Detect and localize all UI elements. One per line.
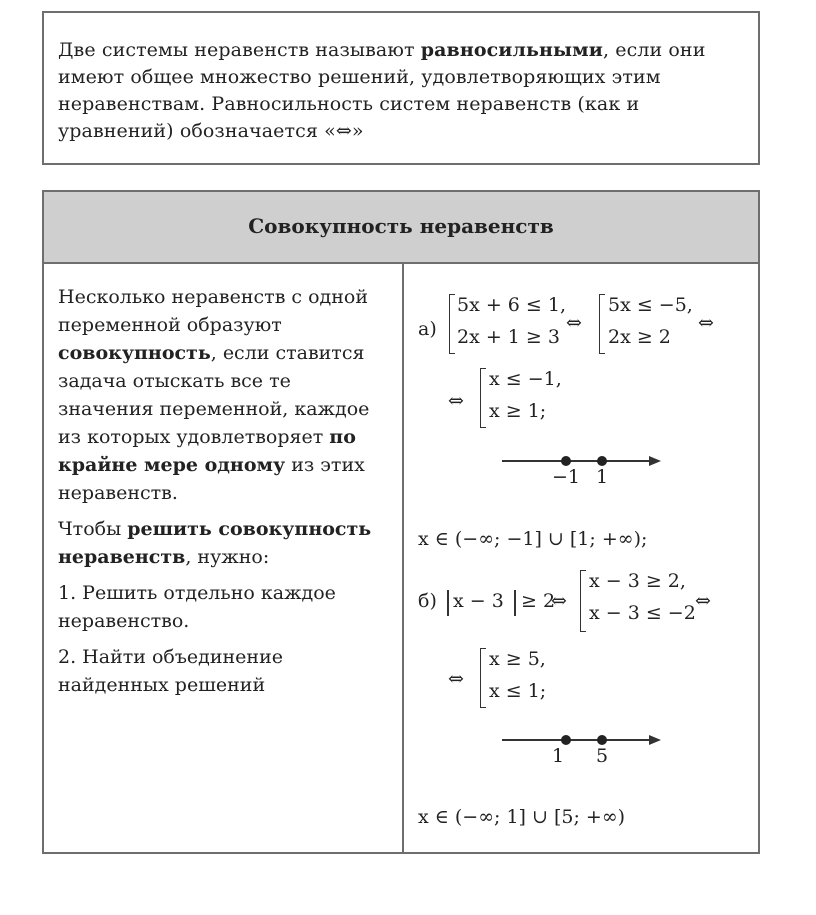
step-2: 2. Найти объединение найденных решений [58,646,283,696]
method-paragraph: Чтобы решить совокупность неравенств, нужно: [58,518,372,568]
step-1: 1. Решить отдельно каждое неравенство. [58,582,336,632]
equivalence-sign: ⇔ [448,668,464,690]
equivalence-sign: ⇔ [448,390,464,412]
tick-label: 1 [595,466,609,488]
a-set3-line2: x ≥ 1; [489,400,547,422]
a-answer: x ∈ (−∞; −1] ∪ [1; +∞); [418,528,648,550]
arrow-right-icon [649,735,661,745]
b-abs-inner: x − 3 [453,590,504,612]
tick-label: 1 [551,745,565,767]
definition-paragraph: Несколько неравенств с одной переменной образуют совокупность, если ставится задача отыскать все те значения переменной, каждое из которых удовлетворяет по крайне мере одному из этих неравенств. [58,286,370,504]
b-answer: x ∈ (−∞; 1] ∪ [5; +∞) [418,806,626,828]
b-set1-line1: x − 3 ≥ 2, [589,570,686,592]
table-header [44,192,758,264]
point-marker [597,456,607,466]
column-divider [402,264,404,854]
a-set2-line2: 2x ≥ 2 [608,326,671,348]
a-set1-line2: 2x + 1 ≥ 3 [457,326,560,348]
bracket [449,294,455,354]
b-set2-line2: x ≤ 1; [489,680,547,702]
point-marker [597,735,607,745]
equivalence-sign: ⇔ [695,590,711,612]
label-b: б) [418,590,437,612]
number-line [502,460,650,462]
arrow-right-icon [649,456,661,466]
abs-bar [514,590,516,616]
label-a: а) [418,318,437,340]
bracket [480,648,486,708]
a-set3-line1: x ≤ −1, [489,368,562,390]
tick-label: −1 [551,466,580,488]
definition-text: Две системы неравенств называют равносильными, если они имеют общее множество решений, удовлетворяющих этим неравенствам. Равносильность систем неравенств (как и уравнений) обозначается «⇔» [58,39,706,142]
aggregate-table [42,190,760,854]
bracket [480,368,486,428]
b-rhs: ≥ 2 [521,590,556,612]
a-set1-line1: 5x + 6 ≤ 1, [457,294,567,316]
bracket [580,570,586,632]
equivalence-sign: ⇔ [566,312,582,334]
table-title: Совокупность неравенств [248,214,554,238]
left-column-text [58,283,388,707]
point-marker [561,735,571,745]
bracket [599,294,605,354]
equivalence-sign: ⇔ [698,312,714,334]
abs-bar [447,590,449,616]
number-line [502,739,650,741]
a-set2-line1: 5x ≤ −5, [608,294,693,316]
definition-box [42,11,760,165]
b-set1-line2: x − 3 ≤ −2 [589,602,696,624]
equivalence-sign: ⇔ [551,590,567,612]
b-set2-line1: x ≥ 5, [489,648,546,670]
tick-label: 5 [595,745,609,767]
point-marker [561,456,571,466]
